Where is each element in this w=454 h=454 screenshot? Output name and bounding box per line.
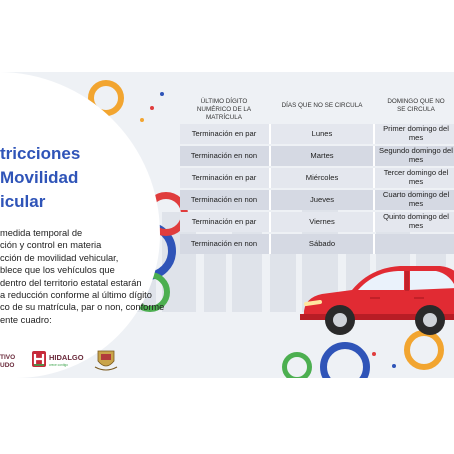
cell-day: Miércoles [305, 172, 339, 182]
cell-termination: Terminación en par [191, 172, 257, 182]
title-line-1: tricciones [0, 144, 81, 163]
title-line-3: icular [0, 192, 46, 211]
description-line: cción de movilidad vehicular, [0, 252, 119, 263]
description-line: ción y control en materia [0, 240, 102, 251]
cell-sunday: Segundo domingo del mes [379, 146, 453, 164]
svg-text:UDO: UDO [0, 362, 15, 369]
table-row [180, 124, 454, 144]
table-row [180, 234, 454, 254]
table-row [180, 168, 454, 188]
cell-termination: Terminación en par [191, 128, 257, 138]
red-car-illustration [300, 252, 454, 342]
decor-dot [372, 352, 376, 356]
logo-hidalgo-text: HIDALGO [49, 353, 84, 362]
cell-termination: Terminación en par [191, 216, 257, 226]
column-header-last-digit: ÚLTIMO DÍGITO NUMÉRICO DE LA MATRÍCULA [196, 98, 252, 121]
decor-blue-ring-bottom [320, 342, 370, 378]
decor-green-ring-bottom [282, 352, 312, 378]
table-row [180, 146, 454, 166]
cell-sunday: Cuarto domingo del mes [382, 190, 450, 208]
cell-termination: Terminación en non [190, 194, 258, 204]
decor-dot [140, 118, 144, 122]
cell-sunday: Quinto domingo del mes [383, 212, 449, 230]
title-line-2: Movilidad [0, 168, 79, 187]
cell-sunday [376, 234, 454, 254]
description-line: a reducción conforme al último dígito [0, 290, 152, 301]
slide-description [0, 227, 170, 326]
cell-termination: Terminación en non [190, 238, 258, 248]
column-header-no-circulation-sunday: DOMINGO QUE NO SE CIRCULA [387, 98, 445, 113]
cell-termination: Terminación en non [190, 150, 258, 160]
slide-title [0, 142, 150, 214]
description-line: ente cuadro: [0, 314, 52, 325]
cell-day: Viernes [309, 216, 335, 226]
cell-day: Jueves [309, 194, 335, 204]
cell-day: Lunes [311, 128, 333, 138]
hidalgo-logo [32, 351, 84, 367]
table-row [180, 212, 454, 232]
table-row [180, 190, 454, 210]
cell-sunday: Primer domingo del mes [383, 124, 449, 142]
left-content-panel [0, 72, 160, 378]
logo-ejecutivo-text: TIVO [0, 354, 16, 361]
cell-day: Sábado [308, 238, 336, 248]
logos-row [0, 347, 140, 375]
state-coat-of-arms-logo [95, 351, 117, 370]
description-line: co de su matrícula, par o non, conforme [0, 302, 165, 313]
decor-dot [160, 92, 164, 96]
decor-dot [392, 364, 396, 368]
description-line: dentro del territorio estatal estarán [0, 277, 142, 288]
svg-text:crece contigo: crece contigo [49, 363, 68, 367]
column-header-no-circulation-days: DÍAS QUE NO SE CIRCULA [281, 102, 363, 109]
infographic-slide [0, 72, 454, 378]
description-line: blece que los vehículos que [0, 265, 115, 276]
decor-dot [150, 106, 154, 110]
cell-day: Martes [310, 150, 334, 160]
description-line: medida temporal de [0, 228, 83, 238]
cell-sunday: Tercer domingo del mes [383, 168, 449, 186]
